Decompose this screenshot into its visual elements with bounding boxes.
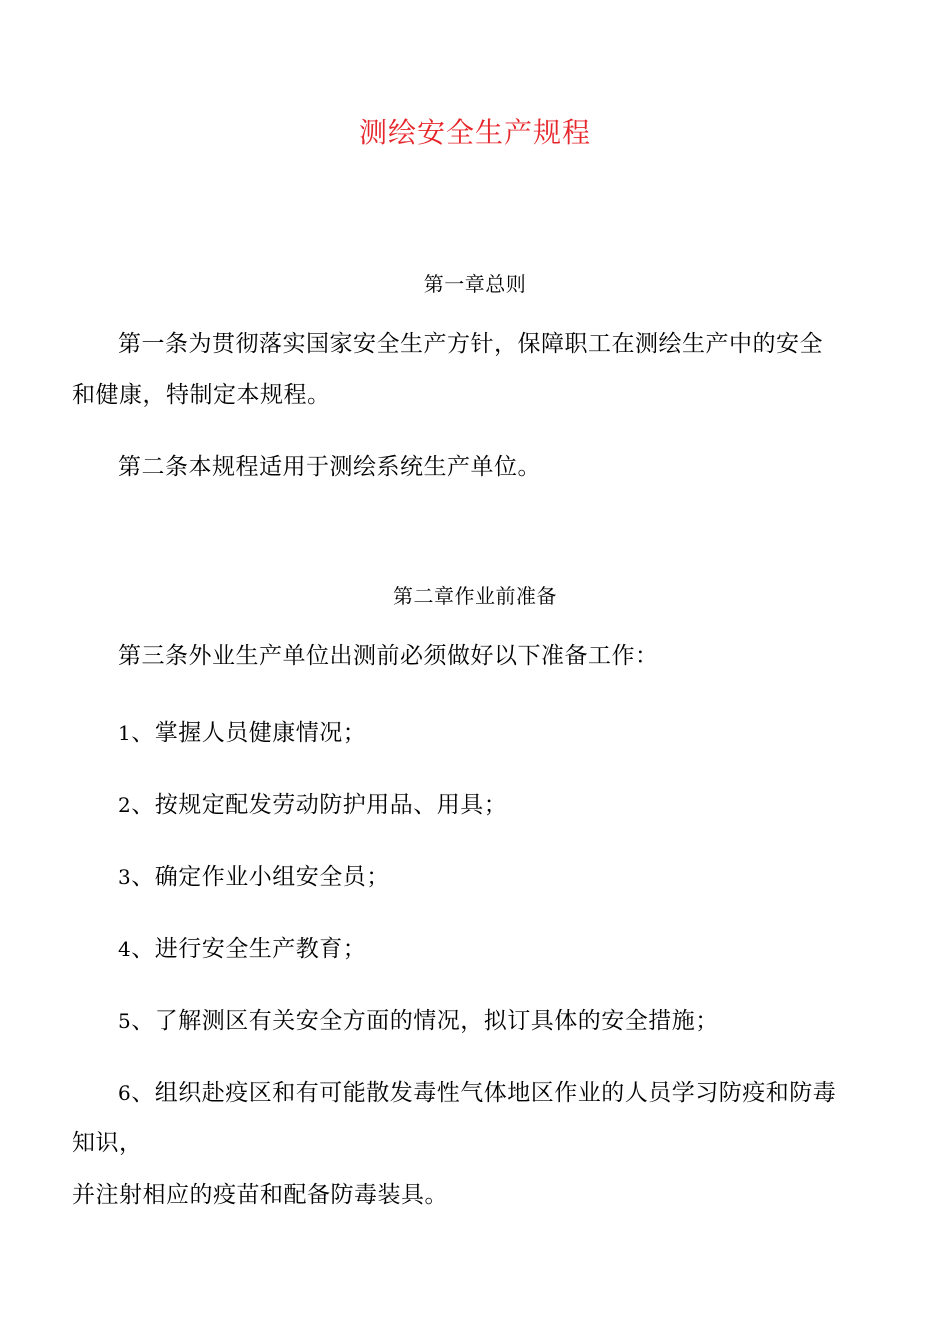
list-item-6-line-3: 并注射相应的疫苗和配备防毒装具。: [72, 1182, 448, 1208]
list-item-number: 3: [118, 865, 132, 889]
list-item-number: 4: [118, 937, 132, 961]
article-2: 第二条本规程适用于测绘系统生产单位。: [118, 454, 541, 480]
list-item-1: [118, 718, 366, 748]
list-item-5: [118, 1006, 719, 1036]
list-item-4: [118, 934, 366, 964]
article-1-line-1: 第一条为贯彻落实国家安全生产方针，保障职工在测绘生产中的安全: [118, 331, 823, 357]
list-item-6-line-2: 知识，: [72, 1130, 143, 1156]
list-item-6: [118, 1078, 836, 1108]
list-item-number: 1: [118, 721, 132, 745]
chapter-1-heading: 第一章总则: [423, 272, 527, 296]
list-item-2: [118, 790, 507, 820]
list-item-3: [118, 862, 390, 892]
list-item-text: 、组织赴疫区和有可能散发毒性气体地区作业的人员学习防疫和防毒: [131, 1080, 837, 1106]
list-item-number: 5: [118, 1009, 132, 1033]
list-item-number: 2: [118, 793, 132, 817]
list-item-text: 、了解测区有关安全方面的情况，拟订具体的安全措施；: [131, 1008, 719, 1034]
list-item-text: 、确定作业小组安全员；: [131, 864, 390, 890]
list-item-text: 、按规定配发劳动防护用品、用具；: [131, 792, 508, 818]
chapter-2-heading: 第二章作业前准备: [393, 584, 557, 608]
list-item-number: 6: [118, 1081, 132, 1105]
list-item-text: 、进行安全生产教育；: [131, 936, 367, 962]
article-3: 第三条外业生产单位出测前必须做好以下准备工作：: [118, 643, 659, 669]
list-item-text: 、掌握人员健康情况；: [131, 720, 367, 746]
article-1-line-2: 和健康，特制定本规程。: [72, 382, 331, 408]
document-title: 测绘安全生产规程: [358, 116, 591, 149]
